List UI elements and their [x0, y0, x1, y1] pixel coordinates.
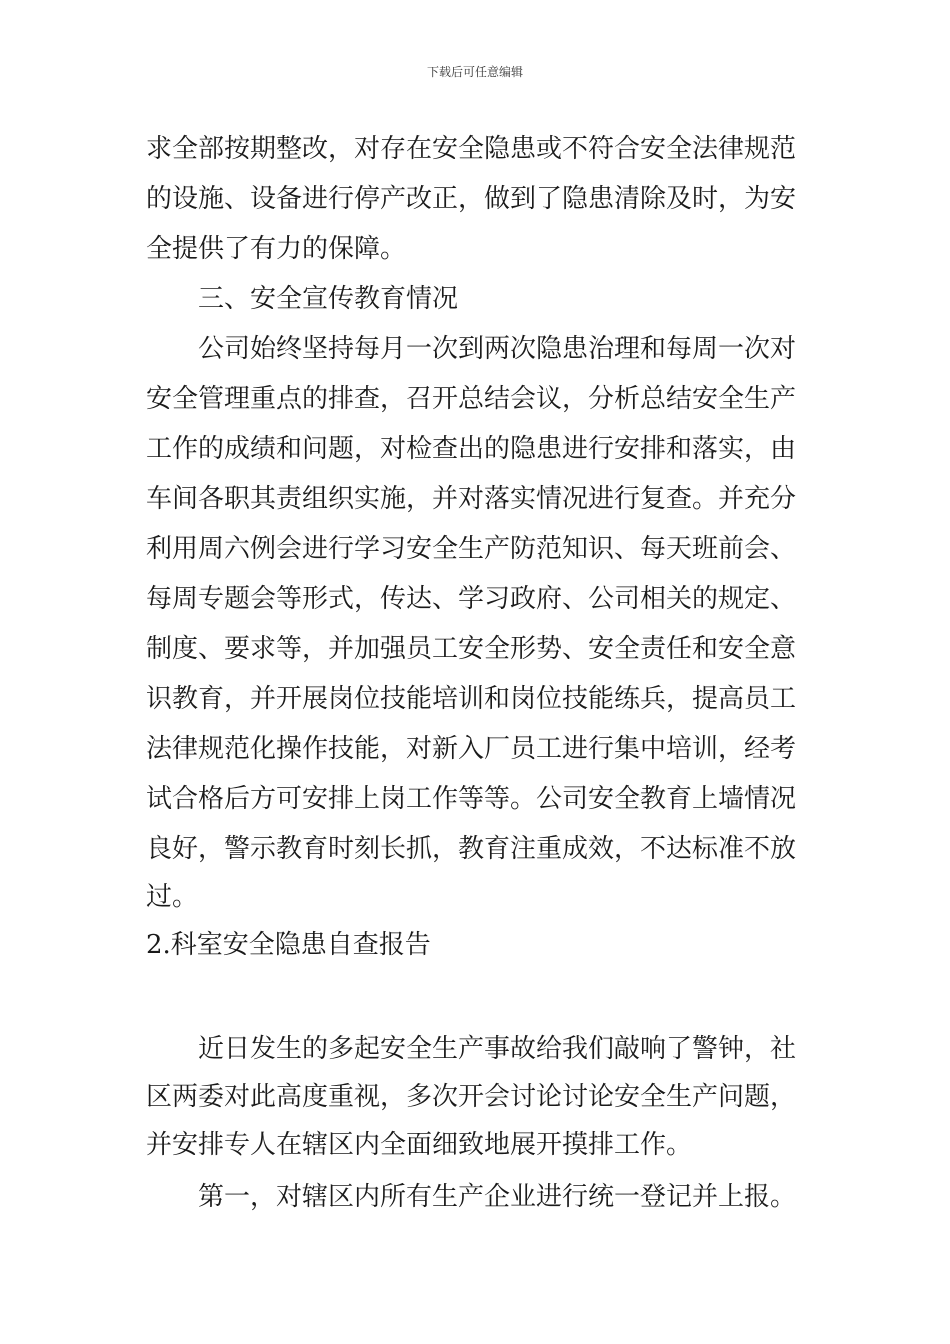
report-title: 2.科室安全隐患自查报告: [146, 930, 431, 960]
body-line: 识教育，并开展岗位技能培训和岗位技能练兵，提高员工: [146, 684, 797, 714]
body-line: 试合格后方可安排上岗工作等等。公司安全教育上墙情况: [146, 784, 797, 814]
body-line: 近日发生的多起安全生产事故给我们敲响了警钟，社: [198, 1034, 797, 1064]
body-line: 每周专题会等形式，传达、学习政府、公司相关的规定、: [146, 584, 797, 614]
body-line: 区两委对此高度重视，多次开会讨论讨论安全生产问题，: [146, 1082, 797, 1112]
body-line: 车间各职其责组织实施，并对落实情况进行复查。并充分: [146, 484, 797, 514]
body-line: 制度、要求等，并加强员工安全形势、安全责任和安全意: [146, 634, 797, 664]
body-line: 第一，对辖区内所有生产企业进行统一登记并上报。: [198, 1182, 797, 1212]
body-line: 利用周六例会进行学习安全生产防范知识、每天班前会、: [146, 534, 797, 564]
page-header-note: 下载后可任意编辑: [426, 65, 523, 79]
section-heading: 三、安全宣传教育情况: [198, 284, 459, 314]
body-line: 的设施、设备进行停产改正，做到了隐患清除及时，为安: [146, 184, 797, 214]
body-line: 良好，警示教育时刻长抓，教育注重成效，不达标准不放: [146, 834, 797, 864]
body-line: 安全管理重点的排查，召开总结会议，分析总结安全生产: [146, 384, 797, 414]
body-line: 法律规范化操作技能，对新入厂员工进行集中培训，经考: [146, 734, 797, 764]
body-line: 求全部按期整改，对存在安全隐患或不符合安全法律规范: [146, 134, 797, 164]
body-line: 工作的成绩和问题，对检查出的隐患进行安排和落实，由: [146, 434, 797, 464]
body-line: 过。: [146, 882, 199, 912]
body-line: 公司始终坚持每月一次到两次隐患治理和每周一次对: [198, 334, 797, 364]
body-line: 全提供了有力的保障。: [146, 234, 407, 264]
body-line: 并安排专人在辖区内全面细致地展开摸排工作。: [146, 1130, 693, 1160]
